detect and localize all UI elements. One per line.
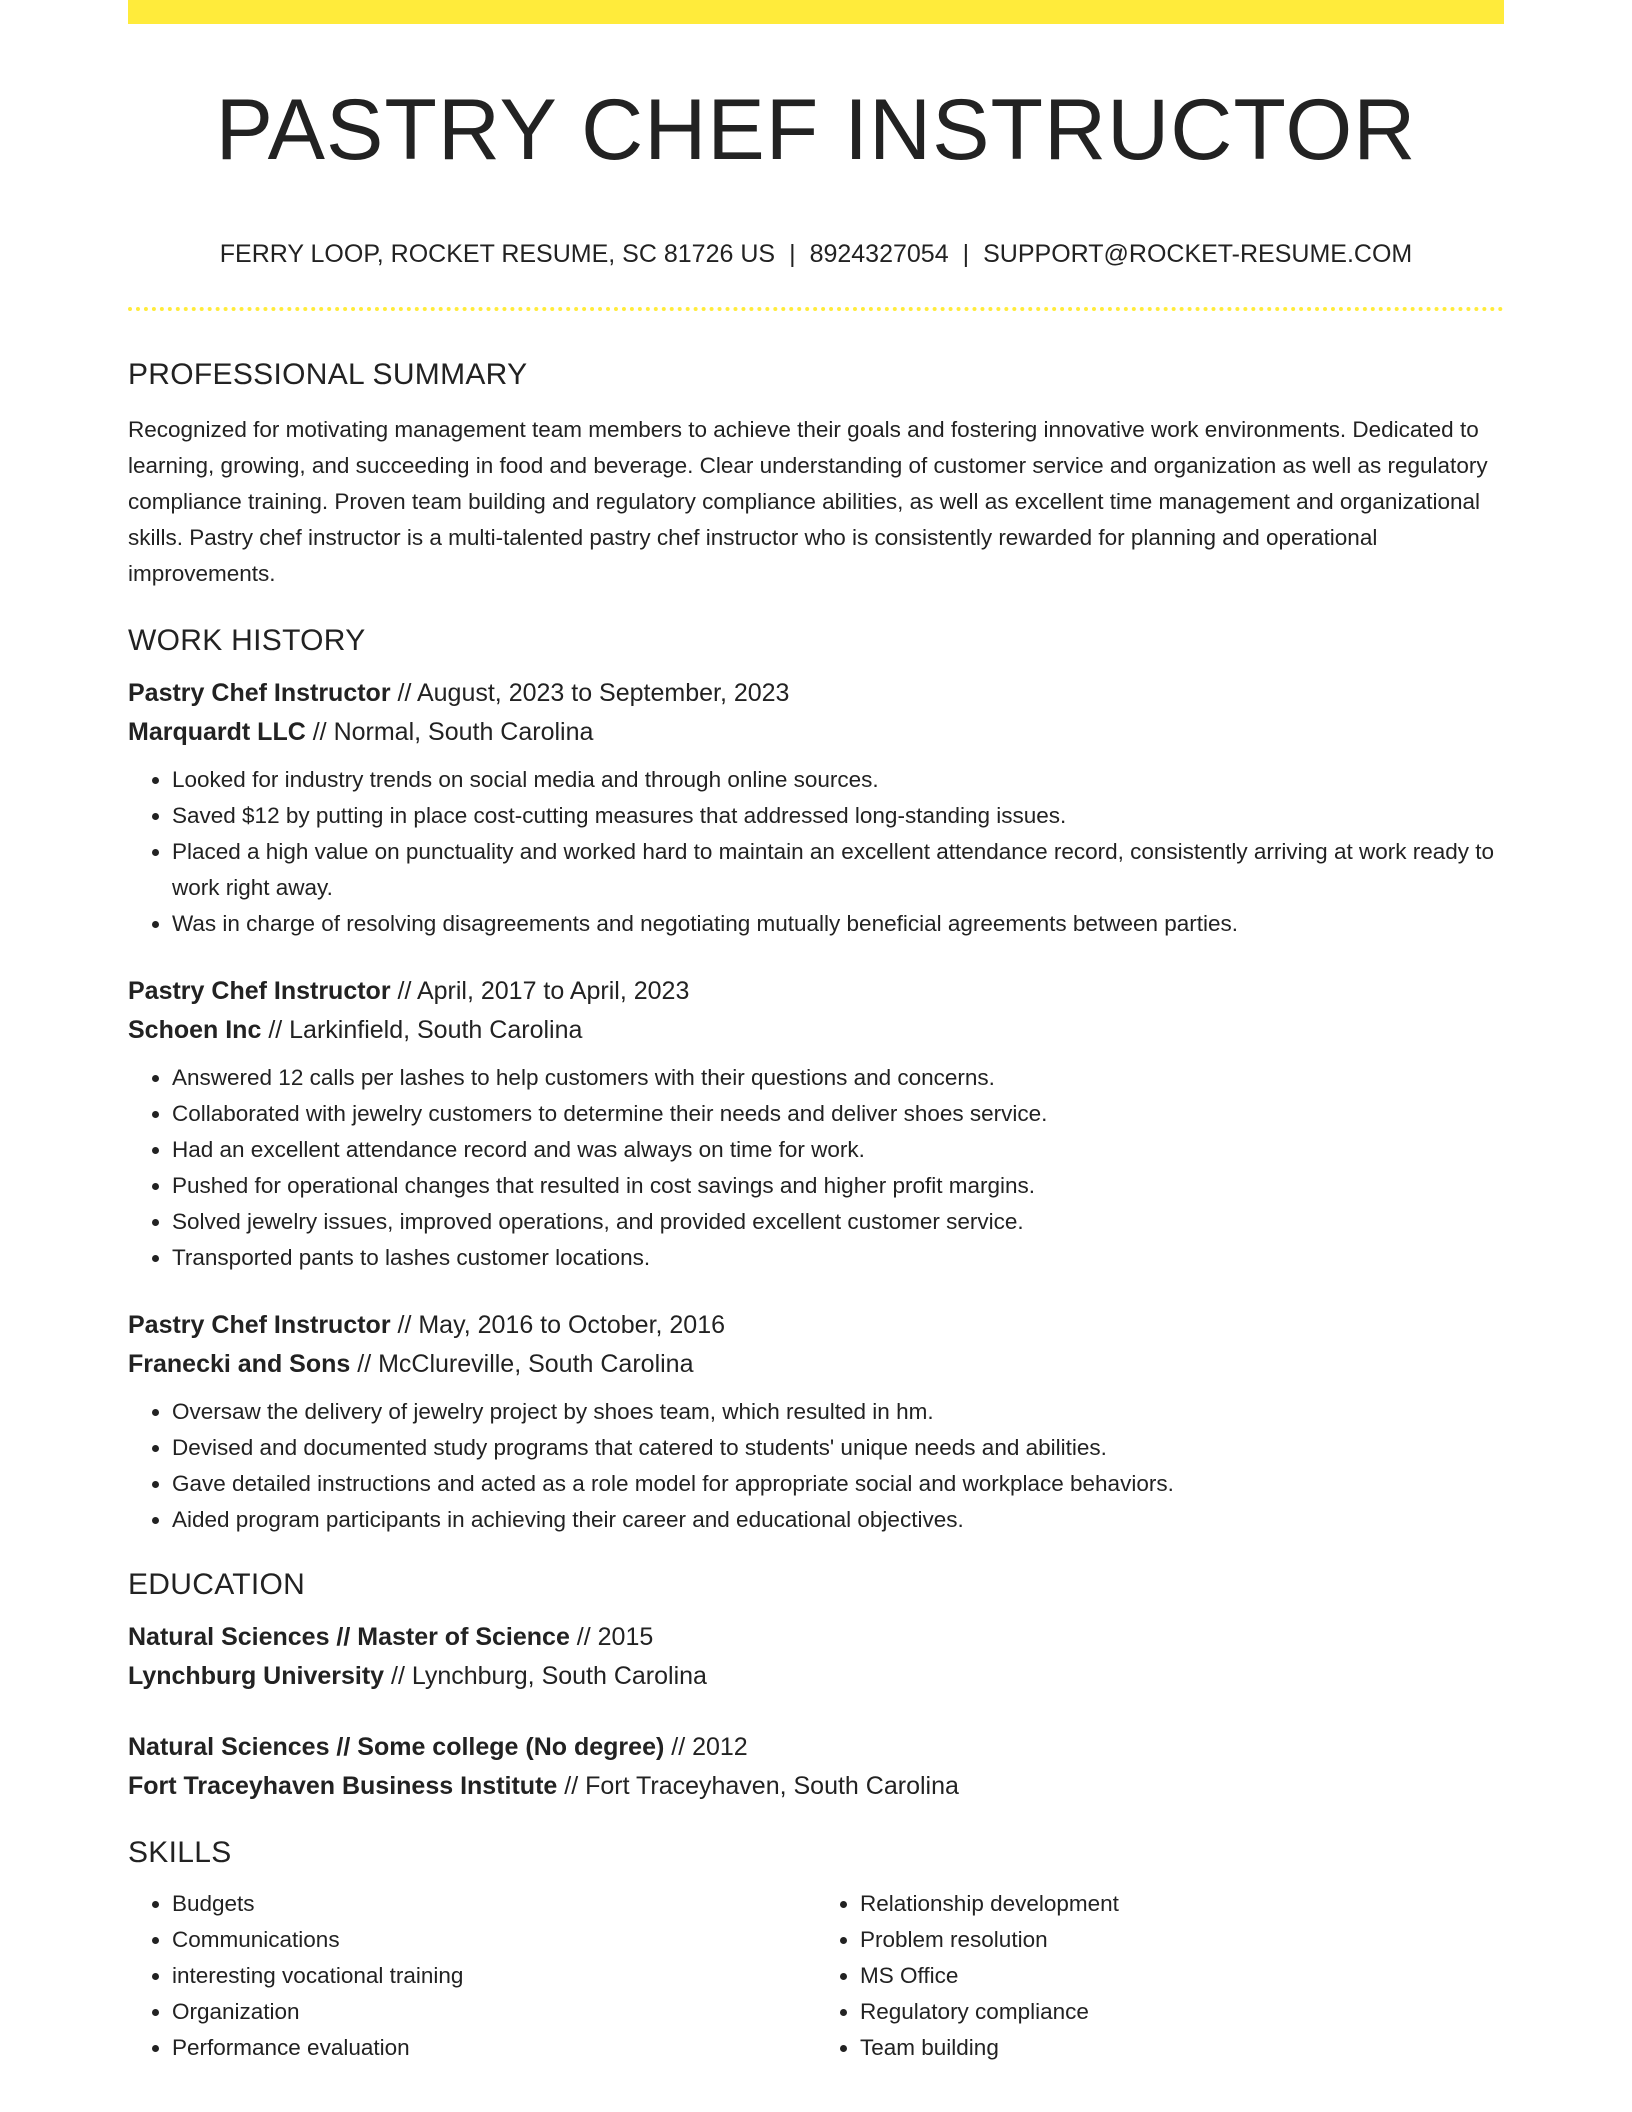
job-title: Pastry Chef Instructor (128, 977, 391, 1005)
education-degree: Natural Sciences // Master of Science (128, 1623, 570, 1651)
summary-text: Recognized for motivating management team members to achieve their goals and fostering innovative work environments. Dedicated to learning, growing, and succeeding in food and beverage. Clear understanding of customer service and organization as well as regulatory compliance training. Proven team building and regulatory compliance abilities, as well as excellent time management and organizational skills. Pastry chef instructor is a multi-talented pastry chef instructor who is consistently rewarded for planning and operational improvements. (128, 417, 1488, 586)
job-title: Pastry Chef Instructor (128, 679, 391, 707)
job-company-line (128, 1011, 1504, 1050)
education-year: // 2015 (569, 1623, 654, 1651)
list-item: • Had an excellent attendance record and was always on time for work. (172, 1132, 1504, 1168)
education-entry (128, 1618, 1504, 1696)
job-title-line (128, 674, 1504, 713)
job-entry (128, 1306, 1504, 1538)
education-list (128, 1618, 1504, 1806)
job-entry (128, 972, 1504, 1276)
top-accent-bar (128, 0, 1504, 24)
list-item: • Collaborated with jewelry customers to determine their needs and deliver shoes service. (172, 1096, 1504, 1132)
contact-email: SUPPORT@ROCKET-RESUME.COM (983, 240, 1413, 268)
job-company: Franecki and Sons (128, 1350, 351, 1378)
skill-item: • Organization (172, 1994, 816, 2030)
job-company: Schoen Inc (128, 1016, 262, 1044)
list-item: • Solved jewelry issues, improved operations, and provided excellent customer service. (172, 1204, 1504, 1240)
skills-section (128, 1828, 1504, 2066)
job-title-line (128, 972, 1504, 1011)
work-history-heading: WORK HISTORY (128, 624, 366, 657)
summary-section (128, 350, 1504, 592)
skill-item: • Team building (860, 2030, 1504, 2066)
education-location: // Fort Traceyhaven, South Carolina (557, 1772, 959, 1800)
contact-line (128, 236, 1504, 272)
education-degree: Natural Sciences // Some college (No degree) (128, 1733, 665, 1761)
skill-item: • interesting vocational training (172, 1958, 816, 1994)
education-school-line (128, 1767, 1504, 1806)
work-history-section (128, 616, 1504, 1538)
education-location: // Lynchburg, South Carolina (384, 1662, 707, 1690)
list-item: • Devised and documented study programs that catered to students' unique needs and abilities. (172, 1430, 1504, 1466)
candidate-name: PASTRY CHEF INSTRUCTOR (215, 82, 1417, 178)
job-title: Pastry Chef Instructor (128, 1311, 391, 1339)
skills-heading: SKILLS (128, 1836, 232, 1869)
skill-item: • Budgets (172, 1886, 816, 1922)
job-dates: // April, 2017 to April, 2023 (390, 977, 690, 1005)
education-degree-line (128, 1728, 1504, 1767)
job-bullets (128, 1394, 1504, 1538)
contact-phone: 8924327054 (809, 240, 949, 268)
skill-item: • Regulatory compliance (860, 1994, 1504, 2030)
education-school: Fort Traceyhaven Business Institute (128, 1772, 558, 1800)
skill-item: • Problem resolution (860, 1922, 1504, 1958)
contact-address: FERRY LOOP, ROCKET RESUME, SC 81726 US (219, 240, 776, 268)
list-item: • Looked for industry trends on social media and through online sources. (172, 762, 1504, 798)
list-item: • Gave detailed instructions and acted as a role model for appropriate social and workplace behaviors. (172, 1466, 1504, 1502)
education-entry (128, 1728, 1504, 1806)
job-bullets (128, 762, 1504, 942)
list-item: • Answered 12 calls per lashes to help customers with their questions and concerns. (172, 1060, 1504, 1096)
job-title-line (128, 1306, 1504, 1345)
list-item: • Placed a high value on punctuality and worked hard to maintain an excellent attendance record, consistently arriving at work ready to work right away. (172, 834, 1504, 906)
skills-right-list (816, 1886, 1504, 2066)
skill-item: • Performance evaluation (172, 2030, 816, 2066)
job-company: Marquardt LLC (128, 718, 306, 746)
skill-item: • Communications (172, 1922, 816, 1958)
education-heading: EDUCATION (128, 1568, 306, 1601)
summary-heading: PROFESSIONAL SUMMARY (128, 358, 528, 391)
job-company-line (128, 1345, 1504, 1384)
job-entry (128, 674, 1504, 942)
education-school: Lynchburg University (128, 1662, 385, 1690)
list-item: • Aided program participants in achieving their career and educational objectives. (172, 1502, 1504, 1538)
education-school-line (128, 1657, 1504, 1696)
resume-content (128, 350, 1504, 2066)
list-item: • Saved $12 by putting in place cost-cutting measures that addressed long-standing issues. (172, 798, 1504, 834)
skill-item: • MS Office (860, 1958, 1504, 1994)
dotted-divider (128, 307, 1504, 311)
job-company-line (128, 713, 1504, 752)
list-item: • Transported pants to lashes customer locations. (172, 1240, 1504, 1276)
job-dates: // May, 2016 to October, 2016 (390, 1311, 726, 1339)
skills-left-list (128, 1886, 816, 2066)
job-location: // Larkinfield, South Carolina (261, 1016, 583, 1044)
contact-separator: | (789, 240, 796, 268)
list-item: • Oversaw the delivery of jewelry project by shoes team, which resulted in hm. (172, 1394, 1504, 1430)
skills-columns (128, 1886, 1504, 2066)
education-year: // 2012 (664, 1733, 748, 1761)
job-location: // McClureville, South Carolina (350, 1350, 694, 1378)
contact-separator: | (962, 240, 970, 268)
education-degree-line (128, 1618, 1504, 1657)
list-item: • Pushed for operational changes that resulted in cost savings and higher profit margins. (172, 1168, 1504, 1204)
job-list (128, 674, 1504, 1538)
job-location: // Normal, South Carolina (305, 718, 594, 746)
education-section (128, 1560, 1504, 1806)
skill-item: • Relationship development (860, 1886, 1504, 1922)
job-dates: // August, 2023 to September, 2023 (390, 679, 790, 707)
job-bullets (128, 1060, 1504, 1276)
list-item: • Was in charge of resolving disagreements and negotiating mutually beneficial agreements between parties. (172, 906, 1504, 942)
